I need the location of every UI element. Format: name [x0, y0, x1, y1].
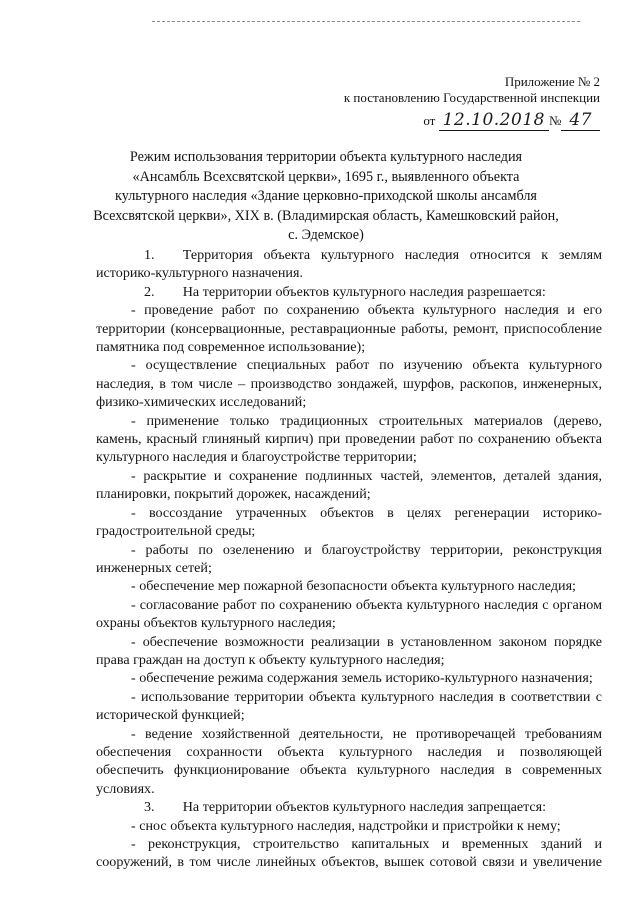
list-item: - проведение работ по сохранению объекта культурного наследия и его территории (консервационные, реставрационные работы, ремонт, приспособление памятника под современное использование);: [96, 302, 602, 356]
list-item: - использование территории объекта культурного наследия в соответствии с исторической функцией;: [96, 688, 602, 724]
document-body: [96, 246, 602, 872]
numbered-paragraph: 2. На территории объектов культурного наследия разрешается:: [144, 283, 546, 300]
list-item: - согласование работ по сохранению объекта культурного наследия с органом охраны объектов культурного наследия;: [96, 596, 602, 632]
list-item: - обеспечение мер пожарной безопасности объекта культурного наследия;: [131, 578, 576, 595]
list-item: - воссоздание утраченных объектов в целях регенерации историко-градостроительной среды;: [96, 504, 602, 540]
numbered-paragraph: 3. На территории объектов культурного наследия запрещается:: [144, 799, 547, 816]
appendix-header: [344, 74, 600, 129]
list-item: - раскрытие и сохранение подлинных частей, элементов, деталей здания, планировки, покрытий дорожек, насаждений;: [96, 467, 602, 503]
page-top-border: [152, 21, 580, 22]
appendix-label: Приложение № 2: [504, 74, 600, 89]
handwritten-number: 47: [561, 110, 600, 131]
document-title: [60, 148, 592, 246]
list-item: - обеспечение режима содержания земель историко-культурного назначения;: [131, 670, 593, 687]
handwritten-date: 12.10.2018: [439, 110, 549, 131]
date-prefix: от: [423, 113, 436, 128]
numbered-paragraph: 1. Территория объекта культурного наследия относится к землям историко-культурного назначения.: [96, 247, 602, 282]
list-item: - осуществление специальных работ по изучению объекта культурного наследия, в том числе – производство зондажей, шурфов, раскопов, инженерных, физико-химических исследований;: [96, 357, 602, 411]
appendix-resolution-ref: к постановлению Государственной инспекции: [343, 90, 600, 105]
title-line: Всехсвятской церкви», XIX в. (Владимирская область, Камешковский район,: [93, 207, 559, 224]
list-item: - снос объекта культурного наследия, надстройки и пристройки к нему;: [131, 817, 561, 834]
title-line: культурного наследия «Здание церковно-приходской школы ансамбля: [115, 188, 537, 205]
appendix-date-line: [344, 112, 600, 129]
list-item: - реконструкция, строительство капитальных и временных зданий и сооружений, в том числе линейных объектов, вышек сотовой связи и увеличение: [96, 836, 602, 871]
title-line: с. Эдемское): [288, 227, 364, 244]
title-line: Режим использования территории объекта культурного наследия: [129, 149, 523, 165]
title-line: «Ансамбль Всехсвятской церкви», 1695 г., выявленного объекта: [132, 168, 520, 185]
list-item: - применение только традиционных строительных материалов (дерево, камень, красный глиняный кирпич) при проведении работ по сохранению объекта культурного наследия и благоустройстве территории;: [96, 412, 602, 466]
number-prefix: №: [548, 113, 562, 128]
list-item: - обеспечение возможности реализации в установленном законом порядке права граждан на доступ к объекту культурного наследия;: [96, 633, 602, 668]
list-item: - работы по озеленению и благоустройству территории, реконструкция инженерных сетей;: [96, 541, 602, 576]
list-item: - ведение хозяйственной деятельности, не противоречащей требованиям обеспечения сохранности объекта культурного наследия и позволяющей обеспечить функционирование объекта культурного наследия в современных условиях.: [96, 725, 602, 797]
